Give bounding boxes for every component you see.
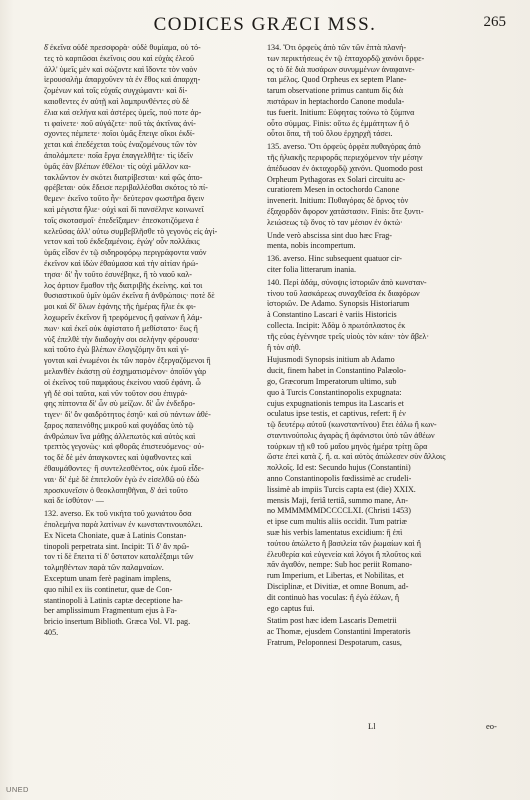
text-line: σταντινούπολις ἀγαρὰς ἢ ἀφάνιστοι ὑπὸ τῶν ἀθέων	[267, 430, 435, 440]
text-line: ἢ τὸν σὴθ.	[267, 342, 301, 352]
text-line: Disciplinæ, et Divitiæ, et omne Bonum, ad-	[267, 582, 409, 592]
text-line: cujus expugnationis tempus ita Lascaris et	[267, 398, 404, 408]
entry-140	[267, 278, 486, 354]
library-watermark: UNED	[6, 785, 29, 794]
text-line: θυσιαστικοῦ ὑμῖν ὑμῶν ἐκεῖνα ἢ ἀνθρώποις· ποτὲ δὲ	[44, 291, 215, 301]
text-line: φρέβεται· οὐκ ἔδεισε περιβαλλέσθαι σκότος τὸ πί-	[44, 183, 208, 193]
text-line: anno Constantinopolis fœdissimè ac crudeli-	[267, 474, 412, 484]
text-line: ος τὸ δὲ διὰ πυσάρων συνυμμένων ἀναφαινε-	[267, 64, 415, 74]
text-line: ἱερουσαλὴμ ἀπαρχοῦνεν τὰ ἐν ἔθος καὶ ἀπαρχη-	[44, 75, 201, 85]
text-line: χεται καὶ ἐπεδέχεται τοὺς ἐναζομένους τῶν τὸν	[44, 140, 197, 150]
text-line: ἐπολεμήνα παρὰ λατίνων ἐν κωνσταντινουπόλει.	[44, 520, 203, 530]
text-line: menta, nobis incompertum.	[267, 241, 356, 251]
text-line: ἐθαυμάθοντες· ἢ συντελεσθέντος, οὐκ ἐμοῦ εἶδε-	[44, 464, 204, 474]
text-line: quo à Turcis Constantinopolis expugnata:	[267, 387, 402, 397]
text-line: stantinopoli à Latinis captæ deceptione ha-	[44, 595, 183, 605]
page-number: 265	[483, 14, 506, 30]
text-line: ἀλλ' ὑμεῖς μὲν καὶ σώζοντε καὶ ἴδοντε τὸν ναὸν	[44, 64, 198, 74]
entry-136	[267, 254, 486, 276]
text-line: μελανθὲν ἑκάστῃ σὺ ἐσχηματισμένον· ὁποῖόν γὰρ	[44, 366, 207, 376]
entry-134	[267, 43, 486, 140]
text-line: πολλοῖς. Id est: Secundo hujus (Constantini)	[267, 463, 411, 473]
text-line: ego captus fui.	[267, 603, 315, 613]
text-line: ἀπολάμπετε· ποῖα ἔργα ἐπαγγελθῆτε· τὶς ἰδεῖν	[44, 150, 194, 160]
text-line: ὥστε ἐπεὶ κατὰ ζ. ἢ. α. καὶ αὐτὸς ἀπώλεσεν σὺν ἄλλοις	[267, 452, 446, 462]
text-line: collecta. Incipit: Ἀδὰμ ὁ πρωτόπλαστος ἐκ	[267, 320, 406, 330]
text-line: citer folia litterarum inania.	[267, 264, 356, 274]
text-line: καιοθεντες ἐν αὐτῇ καὶ λαμπρυνθέντες σὺ δὲ	[44, 96, 190, 106]
text-line: σχοντες πέμπετε· ποῖοι ὑμᾶς ἔπειγε οἴκοι ἐκδί-	[44, 129, 195, 139]
text-line: go, Græcorum Imperatorum ultimo, sub	[267, 376, 397, 386]
text-line: δ̓ ἐκεῖνα οὐδὲ πρεσσφορὰ· οὐδὲ θυμίαμα, οὐ τό-	[44, 43, 201, 52]
text-line: Hujusmodi Synopsis initium ab Adamo	[267, 355, 395, 365]
text-line: γῆ δὲ σοὶ ταῦτα, καὶ νῦν τοῦτον σου ἐπιγρά-	[44, 388, 188, 398]
text-line: 140. Περὶ ἀδάμ, σύνοψις ἱστοριῶν ἀπὸ κωνσταν-	[267, 277, 427, 287]
left-column	[44, 43, 256, 723]
text-line: lissimè ab impiis Turcis capta est (die) XXIX.	[267, 484, 416, 494]
running-title: CODICES GRÆCI MSS.	[153, 14, 377, 35]
entry-135	[267, 142, 486, 228]
text-line: 132. aversο. Εκ τοῦ νικήτα τοῦ χωνιάτου ὅσα	[44, 509, 192, 519]
text-line: tinopoli perpetrata sint. Incipit: Τὶ δ' ἂν πρῶ-	[44, 541, 190, 551]
text-line: dit continuò has voculas: ἢ ἐγὼ ἑάλων, ἢ	[267, 592, 400, 602]
text-line: τῆς εὐας ἐγέννησε τρεῖς υἱοὺς τὸν κάιν· τὸν ἄβελ·	[267, 331, 430, 341]
text-line: οὗτο σύμμας. Finis: οὕτω ἐς ἐμμάτητων ἢ ὁ	[267, 118, 410, 128]
text-block-131	[44, 43, 256, 507]
text-line: 136. aversο. Hinc subsequent quatuor cir-	[267, 254, 402, 264]
signature-mark: Ll	[368, 721, 376, 731]
text-line: των περικτήσεως ἐν τῷ ἑπταχορδῷ χανόνι ὄρφε-	[267, 53, 425, 63]
text-line: καὶ δε ἰσθύτον· —	[44, 496, 104, 506]
synopsis-paragraph	[267, 355, 486, 614]
text-line: τούρκων τῇ κθ τοῦ μαΐου μηνὸς ἡμέρα τρίτῃ ὥρα	[267, 441, 428, 451]
text-line: οὗτοι ὅπα, τῆ τοῦ ὅλου ἐρχηρχῆ τάσει.	[267, 129, 393, 139]
text-line: τακλῶντον ἐν σκότει διατρίβεσται· καὶ φῶς ἀπο-	[44, 172, 203, 182]
text-line: ξαρος παπεινόθης μικροῦ καὶ φυγάδας ὑπὸ τῷ	[44, 420, 194, 430]
text-line: à Constantino Lascari è variis Historicis	[267, 310, 397, 320]
text-line: φης πίπτοντα δὶ' ὧν σὺ μείζων. δὶ' ὧν ἐνδεδρο-	[44, 399, 196, 409]
catchword: eo-	[486, 721, 497, 731]
text-line: νὺξ ἐπελθὲ τὴν διαδοχὴν σοι σελήνην φέρουσα·	[44, 334, 200, 344]
text-line: ἐλια καὶ σελήνα καὶ ἀστέρες ὑμεῖς, πού ποτε ἀρ-	[44, 107, 202, 117]
text-line: τες τὸ καρπῶσαι ἐκεῖνοις σου καὶ εὐχὰς ἐλεοῦ	[44, 53, 195, 63]
text-line: τῆς ἡλιακῆς περιφορᾶς περιεχόμενον τὴν μέσην	[267, 152, 423, 162]
text-line: ζομένων καὶ τοῖς εὐχαῖς συγχώμαντι· καὶ δὶ-	[44, 86, 188, 96]
text-line: ἐκεῖνον καὶ ἰδὼν ἐθαύμασα καὶ τὴν αἰτίαν ἠρώ-	[44, 258, 199, 268]
text-line: τούτου ἀπώλετο ἢ βασιλεία τῶν ῥωμαίων καὶ ἢ	[267, 538, 421, 548]
text-line: Exceptum unam ferè paginam implens,	[44, 574, 171, 584]
text-line: γονται καὶ ἐνωμένοι ἐκ τῶν παρὸν ἐξεργαζόμενοι ἢ	[44, 356, 211, 366]
text-line: ται μέλος. Quod Orpheus ex septem Plane-	[267, 75, 407, 85]
text-line: Unde verò abscissa sint duo hæc Frag-	[267, 230, 392, 240]
text-line: νετον καὶ τοῦ ἐκδεξαμένοις. ἐγώγ' οὖν πολλάκις	[44, 237, 200, 247]
text-line: Statim post hæc idem Lascaris Demetrii	[267, 616, 397, 626]
text-line: ἀνθρώπων ἴνα μάθῃς ἀλλεπωτὸς καὶ αὐτὸς καὶ	[44, 431, 196, 441]
text-line: καὶ μέγιστα ἤλιε· οὐχὶ καὶ δὶ πανσέληνε κοινωνεῖ	[44, 204, 204, 214]
text-line: καὶ τοῦτο ἐγὼ βλέπων ἐλογιζόμην ὅτι καὶ γί-	[44, 345, 189, 355]
text-line: suæ his verbis lamentatus excidium: ἢ ἐπὶ	[267, 528, 403, 538]
text-line: et ipse cum multis aliis occidit. Tum patriæ	[267, 517, 407, 527]
text-line: πιστάρων in heptachordo Canone modula-	[267, 96, 405, 106]
text-line: bricio insertum Biblioth. Græca Vol. VI. pag.	[44, 617, 191, 627]
statim-paragraph	[267, 616, 486, 648]
text-line: Ex Niceta Choniate, quæ à Latinis Constan-	[44, 530, 187, 540]
text-line: quo nihil ex iis continetur, quæ de Con-	[44, 584, 173, 594]
text-line: λοχωρεῖν ἐκεῖνον ἢ τρεφόμενος ἢ φαίνων ἢ λάμ-	[44, 312, 203, 322]
text-line: οἱ ἐκεῖνος τοῦ παμφάους ἐκείνου ναοῦ ἐφάνη. ὦ	[44, 377, 201, 387]
text-line: no MMMMMMDCCCCLXI. (Christi 1453)	[267, 506, 411, 516]
text-line: θεμεν· ἐκεῖνο τοῦτο ἦν· δεύτερον φωστῆρα ἄγειν	[44, 194, 205, 204]
text-line: curatiorem Mesen in octochordo Canone	[267, 185, 400, 195]
text-line: tus fuerit. Initium: Εὐφητας τούνω τὸ ξύμπνα	[267, 107, 415, 117]
text-line: ναι· δὶ' ἐμὲ δὲ ἐπιτελοῦν ἐγὼ ἐν εἰσελθῶ οὐ ἐδὼ	[44, 474, 200, 484]
text-line: πων· καὶ ἐκεῖ οὐκ ἀφίστατο ἢ μεθίστατο· ἕως ἢ	[44, 323, 198, 333]
text-line: τῷ δευτέρῳ αὐτοῦ (κωνσταντίνου) ἔτει ἑάλω ἢ κων-	[267, 420, 437, 430]
text-line: τι φαίνετε· ποῦ αὐγάζετε· ποῦ τὰς ἀκτῖνας ἀνί-	[44, 118, 196, 128]
text-line: τρεπτὸς γεγονὼς· καὶ φθορᾶς ἐπιστευόμενος· ού-	[44, 442, 205, 452]
text-line: τοῖς σκοτασμοῖ· ἐπεδεῖξαμεν· ἐπεσκοτιζόμενα ἐ	[44, 215, 199, 225]
text-line: ducit, finem habet in Constantino Palæolo-	[267, 366, 406, 376]
text-line: ac Thomæ, ejusdem Constantini Imperatoris	[267, 627, 411, 637]
text-line: Fratrum, Peloponnesi Despotarum, casus,	[267, 638, 402, 648]
text-line: ὑμᾶς εἶδον ἐν τῷ σιδηροφόρῳ περιγράφοντα ναόν	[44, 248, 207, 258]
text-line: τιγεν· δὶ' ὃν φαιδρότητος ἐσηῦ· καὶ σὺ πάντων ἀθέ-	[44, 410, 211, 420]
text-line: ἀπέδωσαν ἐν ὀκταχορδῷ χανόνι. Quomodo post	[267, 163, 423, 173]
text-line: ἐξαχορδὸν ἄφορον χατάστασιν. Finis: ὅτε ξυντι-	[267, 206, 424, 216]
text-line: προσκυνεῖσιν ὁ θεοκλοπηθῆναι, δ' ἀεὶ τοῦτο	[44, 485, 188, 495]
text-line: Orpheum Pythagoras ex Solari circuitu ac-	[267, 174, 406, 184]
text-line: πᾶν ἀγαθόν, nempe: Sub hoc periit Romano-	[267, 560, 413, 570]
text-line: κελεῦσας ἀλλ' οὐτω συμβεβλῆσθε τὸ γεγονὸς εἰς ἀγί-	[44, 226, 218, 236]
text-line: λειώσεως τῷ ὅνος τὸ ταν μέσιον ἐν ὀκτὼ·	[267, 217, 403, 227]
text-line: τίνου τοῦ λασκάρεως συναχθεῖσα ἐκ διαφόρων	[267, 288, 420, 298]
text-line: ὑμᾶς ἐὰν βλέπων ἐθέλοι· τίς οὐχὶ μᾶλλον κα-	[44, 161, 191, 171]
text-line: invenerit. Initium: Πυθαγόρας δὲ ὄρνος τὸν	[267, 196, 409, 206]
text-line: μοι καὶ δὶ' ὅλων ἐφάνης τῆς ἡμέρας ἢλιε ἐκ φι-	[44, 302, 196, 312]
note-unde	[267, 231, 486, 253]
text-line: 405.	[44, 628, 59, 638]
text-line: τον τί δὲ ἔπειτα τί δ' ὕστατον καταλέξαιμι τῶν	[44, 552, 194, 562]
text-line: ber amplissimum Fragmentum ejus à Fa-	[44, 606, 177, 616]
text-line: τολμηθέντων παρὰ τῶν παλαμναίων.	[44, 563, 164, 573]
text-line: ἐλευθερία καὶ εὐγενεία καὶ λόγοι ἢ πλοῦτος καὶ	[267, 549, 422, 559]
text-line: 135. aversο. Ὅτι ὀρφεὺς ὀρφὲα πυθαγόρας ἀπὸ	[267, 142, 421, 152]
text-line: λος ἀρτιον ἔμαθον τῆς διατριβῆς ἐκείνης. καὶ τοι	[44, 280, 203, 290]
text-line: tarum observatione primus cantum δὶς διὰ	[267, 86, 404, 96]
text-line: mensis Maji, feriâ tertiâ, summo mane, An-	[267, 495, 408, 505]
right-column	[267, 43, 486, 723]
text-line: τος δὲ δὲ μὲν ἀπαγκοντες καὶ ὑψαθνοντες καὶ	[44, 453, 192, 463]
entry-132	[44, 509, 256, 639]
text-line: oculatus ipse testis, et captivus, refert: ἢ ἐν	[267, 409, 406, 419]
text-line: τησα· δὶ' ἦν τοῦτο ἐσυνέβηκε, ἢ τὸ ναοῦ καλ-	[44, 269, 192, 279]
text-line: rum Imperium, et Libertas, et Nobilitas, et	[267, 571, 404, 581]
text-line: ἱστοριῶν. De Adamo. Synopsis Historiarum	[267, 299, 410, 309]
text-line: 134. Ὅτι ὀρφεὺς ἀπὸ τῶν τῶν ἑπτὰ πλανή-	[267, 43, 407, 52]
